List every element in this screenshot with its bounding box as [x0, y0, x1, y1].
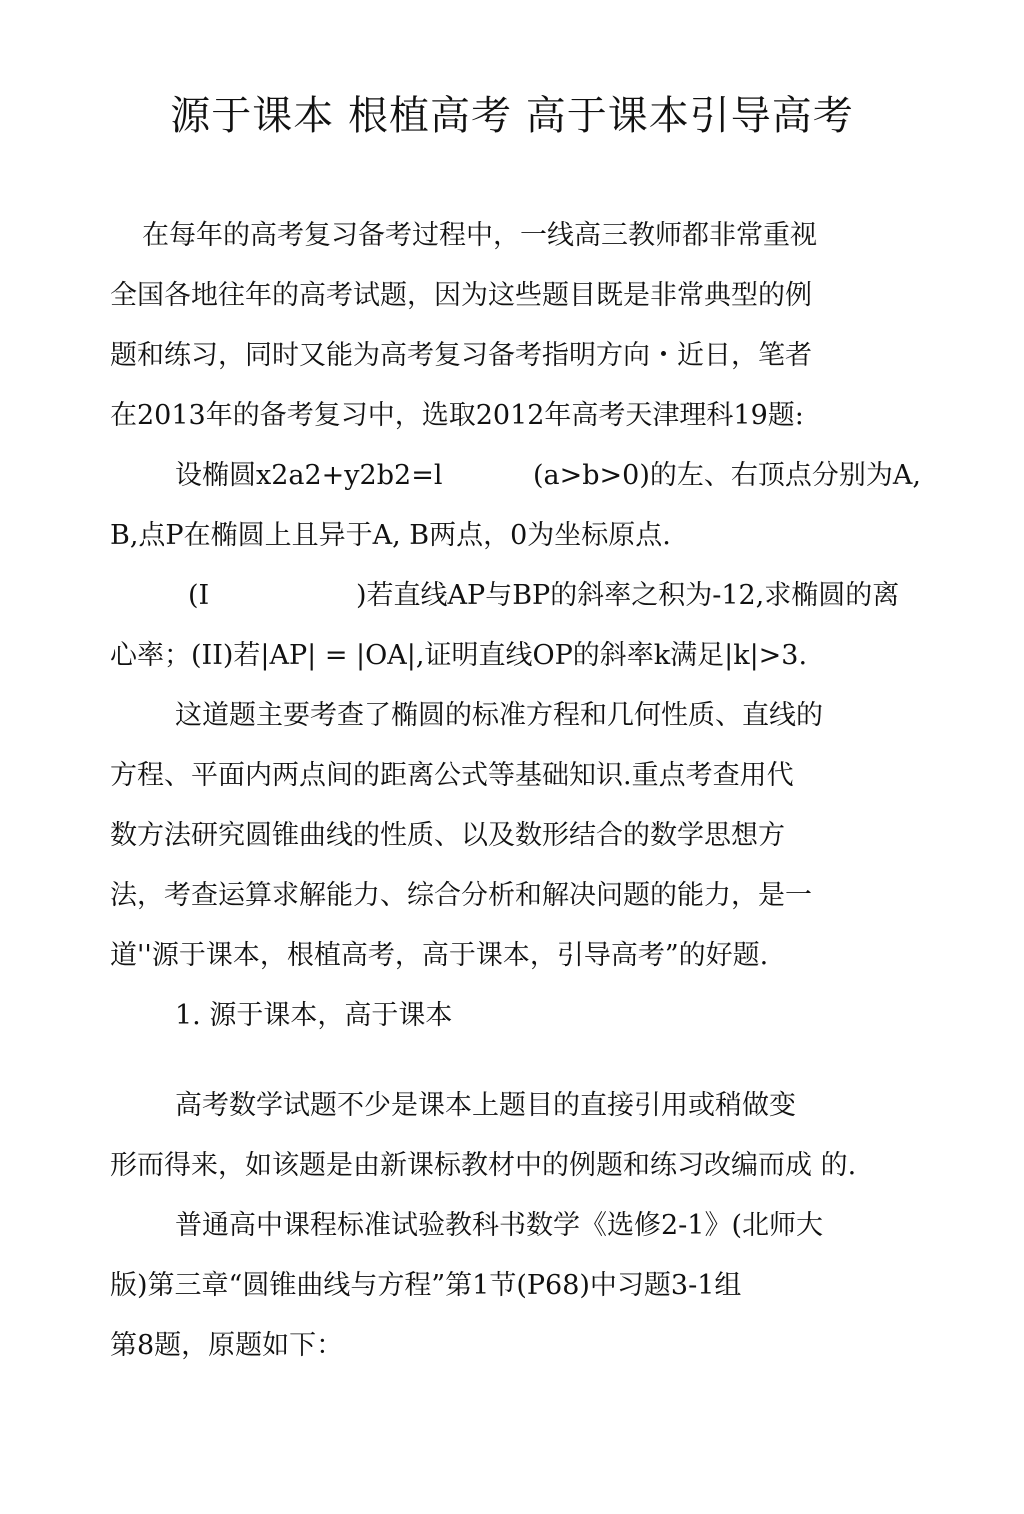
formula-line: 设椭圆x2a2+y2b2=l	[175, 460, 443, 491]
paragraph-line: 数方法研究圆锥曲线的性质、以及数形结合的数学思想方	[110, 820, 785, 851]
paragraph-line: 题和练习，同时又能为高考复习备考指明方向・近日，笔者	[110, 340, 812, 371]
paragraph-line: 在2013年的备考复习中，选取2012年高考天津理科19题:	[110, 400, 804, 431]
question-label: (I	[188, 580, 210, 611]
formula-line: (a>b>0)的左、右顶点分别为A,	[533, 460, 921, 491]
paragraph-line: 道''源于课本，根植高考，高于课本，引导高考”的好题.	[110, 940, 769, 971]
paragraph-line: 第8题，原题如下：	[110, 1330, 344, 1361]
paragraph-line: 法，考查运算求解能力、综合分析和解决问题的能力，是一	[110, 880, 812, 911]
paragraph-line: 版)第三章“圆锥曲线与方程”第1节(P68)中习题3-1组	[110, 1270, 742, 1301]
paragraph-line: 这道题主要考查了椭圆的标准方程和几何性质、直线的	[175, 700, 823, 731]
section-heading: 1. 源于课本，高于课本	[175, 1000, 453, 1031]
paragraph-line: 高考数学试题不少是课本上题目的直接引用或稍做变	[175, 1090, 796, 1121]
question-line: 心率；(II)若|AP| = |OA|,证明直线OP的斜率k满足|k|>3.	[110, 640, 808, 671]
paragraph-line: 普通高中课程标准试验教科书数学《选修2-1》(北师大	[175, 1210, 824, 1241]
document-title: 源于课本 根植高考 高于课本引导高考	[170, 93, 854, 139]
paragraph-line: 方程、平面内两点间的距离公式等基础知识.重点考查用代	[110, 760, 794, 791]
question-line: )若直线AP与BP的斜率之积为-12,求椭圆的离	[356, 580, 900, 611]
paragraph-line: B,点P在椭圆上且异于A, B两点，0为坐标原点.	[110, 520, 671, 551]
paragraph-line: 形而得来，如该题是由新课标教材中的例题和练习改编而成 的.	[110, 1150, 857, 1181]
paragraph-line: 在每年的高考复习备考过程中，一线高三教师都非常重视	[142, 220, 817, 251]
paragraph-line: 全国各地往年的高考试题，因为这些题目既是非常典型的例	[110, 280, 812, 311]
